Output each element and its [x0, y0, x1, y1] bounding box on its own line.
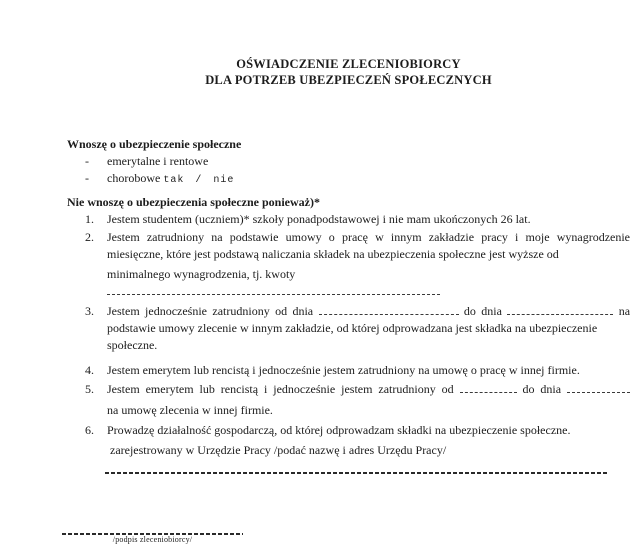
item-2-line-1: Jestem zatrudniony na podstawie umowy o pracę w innym zakładzie pracy i moje wynagrodzenie [107, 230, 630, 244]
item-3-line-2: podstawie umowy zlecenie w innym zakładzie, od której odprowadzana jest składka na ubezpieczenie [107, 321, 598, 335]
bullet-chorobowe-label: chorobowe [107, 171, 161, 185]
item-5-text-b: do dnia [522, 382, 562, 396]
title-line-2: DLA POTRZEB UBEZPIECZEŃ SPOŁECZNYCH [205, 73, 492, 87]
item-3-text-a: Jestem jednocześnie zatrudniony od dnia [107, 304, 314, 318]
item-number: 5. [85, 382, 94, 396]
item-2-kwoty-label: minimalnego wynagrodzenia, tj. kwoty [107, 267, 296, 281]
item-3-line-1 [107, 303, 630, 320]
item-number: 1. [85, 212, 94, 226]
list-item-2 [67, 229, 630, 300]
bullet-chorobowe [67, 170, 630, 189]
signature-block [62, 533, 243, 545]
item-number: 6. [85, 423, 94, 437]
signature-caption: /podpis zleceniobiorcy/ [112, 535, 193, 544]
list-item-1 [67, 211, 630, 228]
item-4-text: Jestem emerytem lub rencistą i jednocześnie jestem zatrudniony na umowę o pracę w innej firmie. [107, 363, 580, 377]
list-item-4 [67, 362, 630, 379]
list-item-5 [67, 381, 630, 419]
item-number: 2. [85, 230, 94, 244]
item-2-line-2: miesięczne, które jest podstawą naliczania składek na ubezpieczenia społeczne jest wyższe od [107, 247, 559, 261]
list-item-6 [67, 422, 630, 459]
decline-section-heading: Nie wnoszę o ubezpieczenia społeczne ponieważ)* [67, 195, 320, 209]
item-number: 3. [85, 304, 94, 318]
document-title [67, 56, 630, 88]
item-6-line-2: zarejestrowany w Urzędzie Pracy /podać nazwę i adres Urzędu Pracy/ [110, 443, 447, 457]
fill-in-blank-date-from [460, 383, 517, 393]
bullet-emerytalne [67, 153, 630, 170]
title-line-1: OŚWIADCZENIE ZLECENIOBIORCY [236, 57, 461, 71]
item-number: 4. [85, 363, 94, 377]
fill-in-blank-date-to [507, 305, 613, 315]
item-5-line-1 [107, 381, 630, 398]
tak-nie-choice: tak / nie [163, 175, 235, 186]
apply-section-heading: Wnoszę o ubezpieczenie społeczne [67, 137, 242, 151]
fill-in-blank-amount [107, 285, 440, 295]
bullet-dash: - [85, 171, 89, 185]
item-6-line-1: Prowadzę działalność gospodarczą, od której odprowadzam składki na ubezpieczenie społeczne. [107, 423, 571, 437]
item-5-line-2: na umowę zlecenia w innej firmie. [107, 403, 273, 417]
list-item-3 [67, 303, 630, 354]
item-3-text-c: na [618, 304, 631, 318]
item-3-line-3: społeczne. [107, 338, 158, 352]
bullet-emerytalne-label: emerytalne i rentowe [107, 154, 209, 168]
item-2-line-3 [107, 266, 630, 300]
item-5-text-a: Jestem emerytem lub rencistą i jednocześnie jestem zatrudniony od [107, 382, 454, 396]
item-1-text: Jestem studentem (uczniem)* szkoły ponadpodstawowej i nie mam ukończonych 26 lat. [107, 212, 531, 226]
fill-in-blank-date-to [567, 383, 630, 393]
bullet-dash: - [85, 154, 89, 168]
fill-in-blank-date-from [319, 305, 459, 315]
fill-in-rule-full-width [105, 472, 607, 474]
item-3-text-b: do dnia [463, 304, 502, 318]
